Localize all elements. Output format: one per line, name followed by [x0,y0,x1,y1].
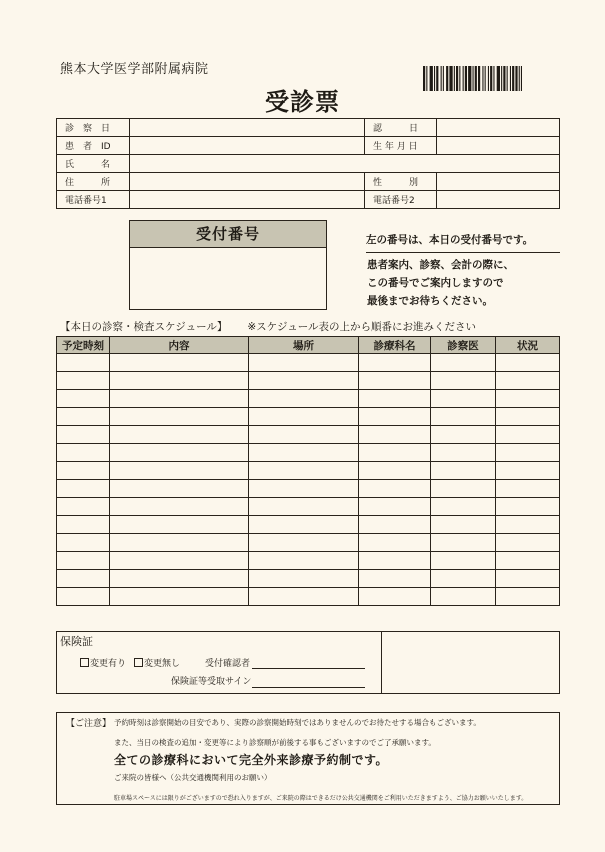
info-row-phone [57,191,560,209]
schedule-row [57,444,560,462]
schedule-cell-department[interactable] [359,534,431,552]
confirmer-label: 受付確認者 [205,659,251,669]
barcode-bar [512,66,514,91]
schedule-cell-time[interactable] [57,516,110,534]
schedule-cell-time[interactable] [57,462,110,480]
schedule-cell-status[interactable] [496,390,560,408]
schedule-cell-content[interactable] [110,354,249,372]
schedule-cell-content[interactable] [110,588,249,606]
schedule-cell-department[interactable] [359,444,431,462]
schedule-cell-department[interactable] [359,480,431,498]
insurance-signature-line[interactable] [252,687,365,688]
schedule-cell-time[interactable] [57,372,110,390]
schedule-cell-time[interactable] [57,354,110,372]
insurance-changed-option[interactable] [80,656,126,669]
notice-line-2: また、当日の検査の追加・変更等により診察順が前後する事もございますのでご了承願います。 [114,738,436,747]
schedule-row [57,390,560,408]
schedule-cell-department[interactable] [359,372,431,390]
schedule-cell-doctor[interactable] [431,408,496,426]
schedule-cell-department[interactable] [359,462,431,480]
patient-info-table [56,118,560,209]
patient-id-field[interactable] [130,137,365,155]
name-field[interactable] [130,155,560,173]
schedule-row [57,588,560,606]
column-header-content: 内容 [110,337,249,354]
column-header-doctor: 診察医 [431,337,496,354]
column-header-location: 場所 [249,337,359,354]
info-row-patient-id [57,137,560,155]
schedule-cell-doctor[interactable] [431,498,496,516]
schedule-title: 【本日の診察・検査スケジュール】 [60,321,228,333]
schedule-cell-time[interactable] [57,480,110,498]
schedule-cell-status[interactable] [496,426,560,444]
barcode-bar [501,66,502,91]
barcode-bar [482,66,483,91]
checkbox-unchanged-label: 変更無し [144,659,181,669]
schedule-row [57,570,560,588]
schedule-cell-time[interactable] [57,390,110,408]
schedule-cell-status[interactable] [496,462,560,480]
schedule-cell-status[interactable] [496,570,560,588]
schedule-cell-status[interactable] [496,552,560,570]
reception-note-title: 左の番号は、本日の受付番号です。 [366,232,560,253]
schedule-cell-time[interactable] [57,552,110,570]
insurance-title: 保険証 [60,635,93,648]
schedule-cell-status[interactable] [496,534,560,552]
schedule-cell-status[interactable] [496,588,560,606]
barcode-bar [468,66,471,91]
schedule-table [56,336,560,606]
column-header-time: 予定時刻 [57,337,110,354]
schedule-cell-location[interactable] [249,480,359,498]
schedule-cell-doctor[interactable] [431,480,496,498]
schedule-cell-content[interactable] [110,444,249,462]
schedule-cell-content[interactable] [110,552,249,570]
schedule-cell-department[interactable] [359,588,431,606]
barcode-bar [510,66,511,91]
notice-label: 【ご注意】 [66,719,112,729]
info-row-exam-date [57,119,560,137]
barcode-bar [493,66,494,91]
schedule-row [57,516,560,534]
schedule-cell-content[interactable] [110,570,249,588]
schedule-row [57,426,560,444]
barcode-bar [490,66,492,91]
barcode-bar [459,66,460,91]
notice-line-1: 予約時刻は診察開始の目安であり、実際の診察開始時刻ではありませんのでお待たせする場合もございます。 [114,718,481,727]
checkbox-unchanged[interactable] [134,658,143,667]
schedule-cell-doctor[interactable] [431,390,496,408]
barcode-bar [443,66,444,91]
info-row-address [57,173,560,191]
schedule-cell-doctor[interactable] [431,372,496,390]
schedule-cell-doctor[interactable] [431,516,496,534]
barcode-bar [488,66,489,91]
schedule-cell-status[interactable] [496,444,560,462]
barcode-bar [436,66,438,91]
schedule-cell-status[interactable] [496,498,560,516]
schedule-cell-content[interactable] [110,426,249,444]
schedule-cell-department[interactable] [359,408,431,426]
signature-label: 保険証等受取サイン [171,677,252,687]
schedule-cell-content[interactable] [110,372,249,390]
reception-number-box [129,220,327,310]
checkbox-changed[interactable] [80,658,89,667]
barcode-bar [430,66,433,91]
schedule-cell-time[interactable] [57,408,110,426]
reception-note-line: 患者案内、診察、会計の際に、 [367,259,514,271]
barcode-bar [454,66,455,91]
checkbox-changed-label: 変更有り [90,659,127,669]
schedule-cell-location[interactable] [249,426,359,444]
schedule-cell-doctor[interactable] [431,426,496,444]
schedule-cell-content[interactable] [110,480,249,498]
info-row-name [57,155,560,173]
schedule-cell-doctor[interactable] [431,462,496,480]
insurance-divider [381,631,382,693]
schedule-cell-content[interactable] [110,516,249,534]
page-title: 受診票 [265,88,340,116]
schedule-cell-status[interactable] [496,480,560,498]
schedule-row [57,498,560,516]
schedule-cell-location[interactable] [249,516,359,534]
schedule-cell-location[interactable] [249,534,359,552]
schedule-cell-content[interactable] [110,498,249,516]
schedule-cell-status[interactable] [496,372,560,390]
barcode-bar [449,66,452,91]
schedule-heading [60,319,476,334]
notice-line-4: ご来院の皆様へ（公共交通機関利用のお願い） [114,773,272,782]
column-header-department: 診療科名 [359,337,431,354]
schedule-cell-department[interactable] [359,570,431,588]
schedule-cell-location[interactable] [249,588,359,606]
column-header-status: 状況 [496,337,560,354]
schedule-cell-status[interactable] [496,516,560,534]
schedule-cell-status[interactable] [496,408,560,426]
schedule-row [57,408,560,426]
barcode-bar [441,66,442,91]
schedule-row [57,552,560,570]
phone2-field[interactable] [437,191,560,209]
schedule-cell-location[interactable] [249,408,359,426]
birth-date-field[interactable] [437,137,560,155]
barcode-bar [507,66,508,91]
barcode-bar [446,66,448,91]
schedule-cell-department[interactable] [359,516,431,534]
approval-date-label: 認 日 [365,119,437,137]
barcode-bar [475,66,477,91]
notice-line-3: 全ての診療科において完全外来診療予約制です。 [114,753,389,767]
reception-number-label: 受付番号 [130,221,326,248]
schedule-cell-doctor[interactable] [431,354,496,372]
schedule-cell-location[interactable] [249,390,359,408]
barcode-bar [473,66,474,91]
schedule-cell-doctor[interactable] [431,534,496,552]
barcode-bar [456,66,458,91]
barcode-bar [434,66,435,91]
exam-date-field[interactable] [130,119,365,137]
exam-date-label: 診 察 日 [57,119,130,137]
schedule-cell-department[interactable] [359,426,431,444]
schedule-cell-department[interactable] [359,390,431,408]
schedule-subtitle: ※スケジュール表の上から順番にお進みください [247,321,477,333]
schedule-row [57,372,560,390]
schedule-cell-location[interactable] [249,498,359,516]
schedule-cell-location[interactable] [249,444,359,462]
schedule-cell-doctor[interactable] [431,588,496,606]
notice-line-5: 駐車場スペースには限りがございますので恐れ入りますが、ご来院の際はできるだけ公共交通機関をご利用いただきますよう、ご協力お願いいたします。 [114,795,528,802]
schedule-row [57,354,560,372]
schedule-cell-location[interactable] [249,570,359,588]
address-label: 住 所 [57,173,130,191]
schedule-cell-time[interactable] [57,444,110,462]
schedule-cell-location[interactable] [249,372,359,390]
schedule-row [57,462,560,480]
patient-id-label: 患 者 ID [57,137,130,155]
hospital-name: 熊本大学医学部附属病院 [60,62,209,77]
barcode-bar [515,66,517,91]
schedule-cell-doctor[interactable] [431,552,496,570]
approval-date-field[interactable] [437,119,560,137]
schedule-cell-time[interactable] [57,534,110,552]
barcode-icon [423,66,537,91]
schedule-header-row [57,337,560,354]
barcode-bar [503,66,505,91]
schedule-cell-doctor[interactable] [431,570,496,588]
schedule-cell-department[interactable] [359,552,431,570]
barcode-bar [519,66,520,91]
schedule-cell-doctor[interactable] [431,444,496,462]
schedule-cell-location[interactable] [249,462,359,480]
phone1-label: 電話番号1 [57,191,130,209]
address-field[interactable] [130,173,365,191]
phone2-label: 電話番号2 [365,191,437,209]
schedule-cell-time[interactable] [57,426,110,444]
barcode-bar [478,66,480,91]
phone1-field[interactable] [130,191,365,209]
name-label: 氏 名 [57,155,130,173]
schedule-cell-department[interactable] [359,498,431,516]
insurance-unchanged-option[interactable] [134,656,180,669]
barcode-bar [423,66,425,91]
schedule-cell-time[interactable] [57,498,110,516]
gender-field[interactable] [437,173,560,191]
barcode-bar [465,66,467,91]
barcode-bar [521,66,522,91]
schedule-row [57,480,560,498]
barcode-bar [463,66,464,91]
schedule-cell-time[interactable] [57,570,110,588]
schedule-cell-content[interactable] [110,390,249,408]
insurance-section [56,631,560,694]
schedule-cell-location[interactable] [249,552,359,570]
barcode-bar [497,66,500,91]
schedule-row [57,534,560,552]
confirmer-signature-line[interactable] [252,668,365,669]
reception-note-line: 最後までお待ちください。 [367,295,493,307]
reception-note [367,256,514,310]
barcode-bar [485,66,486,91]
schedule-cell-status[interactable] [496,354,560,372]
schedule-cell-content[interactable] [110,408,249,426]
schedule-cell-content[interactable] [110,462,249,480]
schedule-cell-department[interactable] [359,354,431,372]
schedule-cell-location[interactable] [249,354,359,372]
schedule-cell-content[interactable] [110,534,249,552]
reception-note-line: この番号でご案内しますので [367,277,504,289]
barcode-bar [426,66,427,91]
gender-label: 性 別 [365,173,437,191]
birth-date-label: 生 年 月 日 [365,137,437,155]
schedule-cell-time[interactable] [57,588,110,606]
